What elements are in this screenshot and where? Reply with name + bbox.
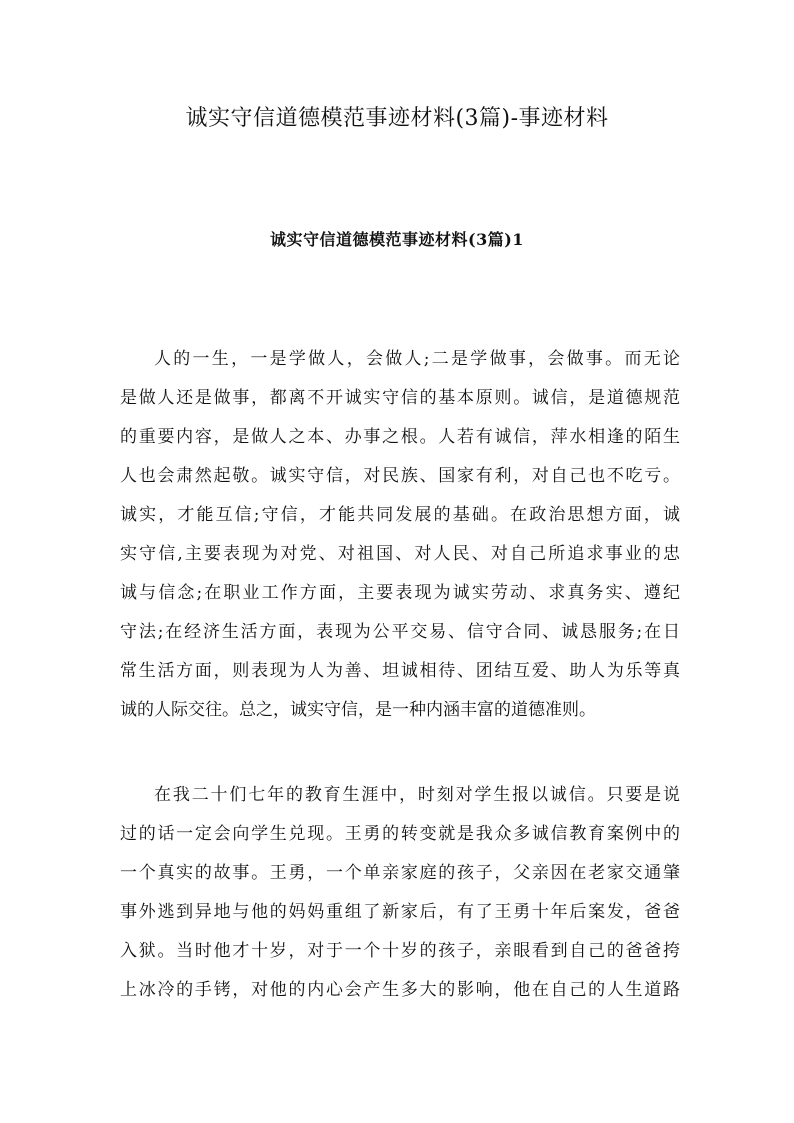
paragraph-line: 是做人还是做事，都离不开诚实守信的基本原则。诚信，是道德规范 <box>120 388 680 408</box>
paragraph-line: 入狱。当时他才十岁，对于一个十岁的孩子，亲眼看到自己的爸爸挎 <box>120 941 680 961</box>
paragraph-line: 诚与信念;在职业工作方面，主要表现为诚实劳动、求真务实、遵纪 <box>120 583 680 603</box>
paragraph-line: 事外逃到异地与他的妈妈重组了新家后，有了王勇十年后案发，爸爸 <box>120 902 680 922</box>
paragraph-line: 过的话一定会向学生兑现。王勇的转变就是我众多诚信教育案例中的 <box>120 824 680 844</box>
paragraph-line: 守法;在经济生活方面，表现为公平交易、信守合同、诚恳服务;在日 <box>120 622 680 642</box>
paragraph-line: 人的一生，一是学做人，会做人;二是学做事，会做事。而无论 <box>154 349 680 369</box>
paragraph-line: 诚实，才能互信;守信，才能共同发展的基础。在政治思想方面，诚 <box>120 505 680 525</box>
paragraph-line: 上冰冷的手铐，对他的内心会产生多大的影响，他在自己的人生道路 <box>120 980 680 1000</box>
paragraph-line: 实守信,主要表现为对党、对祖国、对人民、对自己所追求事业的忠 <box>120 544 680 564</box>
paragraph-line: 在我二十们七年的教育生涯中，时刻对学生报以诚信。只要是说 <box>154 785 680 805</box>
paragraph-line: 人也会肃然起敬。诚实守信，对民族、国家有利，对自己也不吃亏。 <box>120 466 680 486</box>
paragraph-line: 一个真实的故事。王勇，一个单亲家庭的孩子，父亲因在老家交通肇 <box>120 863 680 883</box>
document-title: 诚实守信道德模范事迹材料(3篇)-事迹材料 <box>185 106 609 131</box>
section-title: 诚实守信道德模范事迹材料(3篇)1 <box>270 230 524 249</box>
body-paragraph-2 <box>120 776 680 1010</box>
body-paragraph-1 <box>120 340 680 730</box>
paragraph-line: 诚的人际交往。总之，诚实守信，是一种内涵丰富的道德准则。 <box>120 700 596 720</box>
paragraph-line: 常生活方面，则表现为人为善、坦诚相待、团结互爱、助人为乐等真 <box>120 661 680 681</box>
paragraph-line: 的重要内容，是做人之本、办事之根。人若有诚信，萍水相逢的陌生 <box>120 427 680 447</box>
